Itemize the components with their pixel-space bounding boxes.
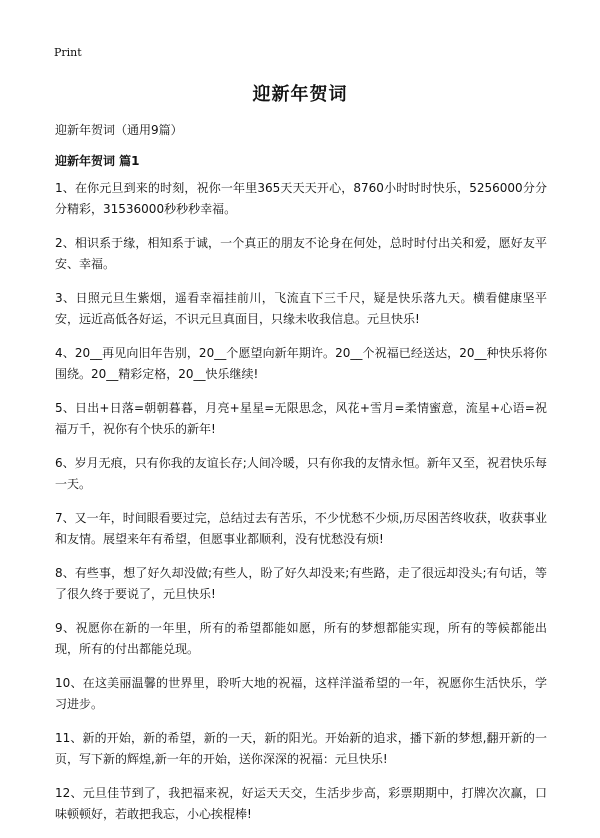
paragraph: 4、20__再见向旧年告别，20__个愿望向新年期许。20__个祝福已经送达，20__种快乐将你围绕。20__精彩定格，20__快乐继续! bbox=[55, 346, 547, 381]
paragraph: 8、有些事，想了好久却没做;有些人，盼了好久却没来;有些路，走了很远却没头;有句话，等了很久终于要说了，元旦快乐! bbox=[55, 566, 547, 601]
page-title: 迎新年贺词 bbox=[252, 84, 348, 105]
paragraph: 7、又一年，时间眼看要过完，总结过去有苦乐，不少忧愁不少烦,历尽困苦终收获，收获事业和友情。展望来年有希望，但愿事业都顺利，没有忧愁没有烦! bbox=[55, 511, 547, 546]
paragraph-list bbox=[55, 178, 547, 838]
paragraph: 1、在你元旦到来的时刻，祝你一年里365天天天开心，8760小时时时快乐，5256000分分分精彩，31536000秒秒秒幸福。 bbox=[55, 181, 547, 216]
section-heading: 迎新年贺词 篇1 bbox=[55, 154, 140, 168]
paragraph: 5、日出+日落=朝朝暮暮，月亮+星星=无限思念，风花+雪月=柔情蜜意，流星+心语=祝福万千，祝你有个快乐的新年! bbox=[55, 401, 547, 436]
paragraph: 10、在这美丽温馨的世界里，聆听大地的祝福，这样洋溢希望的一年，祝愿你生活快乐，学习进步。 bbox=[55, 676, 547, 711]
paragraph: 12、元旦佳节到了，我把福来祝，好运天天交，生活步步高，彩票期期中，打牌次次赢，口味顿顿好，若敢把我忘，小心挨棍棒! bbox=[55, 786, 547, 821]
paragraph: 2、相识系于缘，相知系于诚，一个真正的朋友不论身在何处，总时时付出关和爱，愿好友平安、幸福。 bbox=[55, 236, 547, 271]
paragraph: 6、岁月无痕，只有你我的友谊长存;人间冷暖，只有你我的友情永恒。新年又至，祝君快乐每一天。 bbox=[55, 456, 547, 491]
paragraph: 11、新的开始，新的希望，新的一天，新的阳光。开始新的追求，播下新的梦想,翻开新的一页，写下新的辉煌,新一年的开始，送你深深的祝福：元旦快乐! bbox=[55, 731, 547, 766]
paragraph: 3、日照元旦生紫烟，遥看幸福挂前川，飞流直下三千尺，疑是快乐落九天。横看健康坚平安，远近高低各好运，不识元旦真面目，只缘未收我信息。元旦快乐! bbox=[55, 291, 547, 326]
paragraph: 9、祝愿你在新的一年里，所有的希望都能如愿，所有的梦想都能实现，所有的等候都能出现，所有的付出都能兑现。 bbox=[55, 621, 547, 656]
print-link[interactable]: Print bbox=[54, 46, 82, 59]
document-subtitle: 迎新年贺词（通用9篇） bbox=[55, 123, 183, 137]
